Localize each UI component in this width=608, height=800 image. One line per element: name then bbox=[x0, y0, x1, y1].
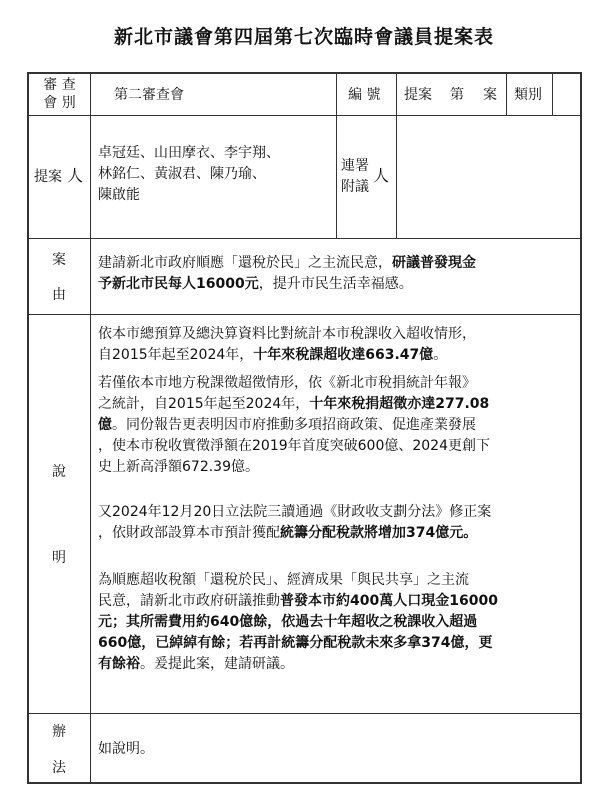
cosign-label-line1: 連署 bbox=[341, 158, 369, 174]
explanation-line: 史上新高淨額672.39億。 bbox=[98, 459, 259, 475]
proposers-line1: 卓冠廷、山田摩衣、李宇翔、 bbox=[98, 145, 280, 161]
proposers-line2: 林銘仁、黃淑君、陳乃瑜、 bbox=[98, 166, 266, 182]
explanation-line: 為順應超收稅額「還稅於民」、經濟成果「與民共享」之主流 bbox=[98, 572, 469, 588]
reason-label-line2: 由 bbox=[52, 287, 66, 303]
explanation-label-line2: 明 bbox=[52, 550, 66, 566]
explanation-text: 民意，請新北市政府研議推動 bbox=[98, 593, 280, 609]
reason-emphasis: 研議普發現金 bbox=[392, 255, 476, 271]
explanation-line bbox=[98, 415, 476, 436]
explanation-line: 元；其所需費用約640億餘，依過去十年超收之稅課收入超過 bbox=[98, 614, 478, 630]
explanation-text: 之統計，自2015年起至2024年， bbox=[98, 396, 310, 412]
method-text: 如說明。 bbox=[98, 741, 154, 757]
category-label: 類別 bbox=[514, 87, 542, 103]
explanation-line bbox=[98, 654, 294, 675]
explanation-text: ，依財政部設算本市預計獲配 bbox=[98, 525, 280, 541]
reason-label-line1: 案 bbox=[52, 252, 66, 268]
proposer-suffix: 人 bbox=[67, 166, 84, 185]
committee-value: 第二審查會 bbox=[114, 87, 184, 103]
explanation-text: 。同份報告更表明因市府推動多項招商政策、促進產業發展 bbox=[112, 417, 476, 433]
explanation-emphasis: 統籌分配稅款將增加374億元。 bbox=[280, 525, 478, 541]
explanation-line: 660億，已綽綽有餘；若再計統籌分配稅款未來多拿374億，更 bbox=[98, 635, 493, 651]
explanation-line: 又2024年12月20日立法院三讀通過《財政收支劃分法》修正案 bbox=[98, 504, 492, 520]
committee-label-line1: 審 查 bbox=[43, 77, 76, 93]
explanation-line: 依本市總預算及總決算資料比對統計本市稅課收入超收情形， bbox=[98, 326, 476, 342]
proposer-label: 提案 bbox=[34, 169, 62, 185]
reason-line1 bbox=[98, 253, 476, 274]
explanation-line bbox=[98, 591, 498, 612]
proposal-number-prefix: 提案 bbox=[404, 87, 432, 103]
explanation-emphasis: 普發本市約400萬人口現金16000 bbox=[280, 593, 498, 609]
number-label: 編 號 bbox=[348, 87, 381, 103]
form-title: 新北市議會第四屆第七次臨時會議員提案表 bbox=[113, 26, 494, 48]
proposal-number-ordinal: 第 bbox=[450, 87, 464, 103]
explanation-text: 自2015年起至2024年， bbox=[98, 347, 254, 363]
reason-text: 建請新北市政府順應「還稅於民」之主流民意， bbox=[98, 255, 392, 271]
committee-label-line2: 會 別 bbox=[43, 95, 76, 111]
reason-emphasis: 予新北市民每人16000元 bbox=[98, 276, 259, 292]
explanation-text: 。 bbox=[433, 347, 448, 363]
cosign-suffix: 人 bbox=[373, 166, 390, 185]
explanation-line: 若僅依本市地方稅課徵超徵情形，依《新北市稅捐統計年報》 bbox=[98, 375, 476, 391]
explanation-line bbox=[98, 394, 489, 415]
explanation-line bbox=[98, 345, 447, 366]
proposers-line3: 陳啟能 bbox=[98, 187, 140, 203]
cosign-label-line2: 附議 bbox=[341, 179, 369, 195]
method-label-line2: 法 bbox=[52, 760, 66, 776]
reason-text: ，提升市民生活幸福感。 bbox=[258, 276, 413, 292]
explanation-text: 。爰提此案，建請研議。 bbox=[140, 656, 294, 672]
method-label-line1: 辦 bbox=[52, 724, 66, 740]
explanation-line: ，使本市稅收實徵淨額在2019年首度突破600億、2024更創下 bbox=[98, 438, 490, 454]
explanation-emphasis: 十年來稅課超收達663.47億 bbox=[253, 347, 434, 363]
committee-label bbox=[29, 76, 90, 112]
explanation-emphasis: 有餘裕 bbox=[98, 656, 140, 672]
explanation-emphasis: 億 bbox=[98, 417, 112, 433]
explanation-line bbox=[98, 523, 477, 544]
reason-line2 bbox=[98, 274, 413, 295]
proposal-number-case: 案 bbox=[483, 87, 497, 103]
explanation-emphasis: 十年來稅捐超徵亦達277.08 bbox=[309, 396, 490, 412]
explanation-label-line1: 說 bbox=[52, 464, 66, 480]
